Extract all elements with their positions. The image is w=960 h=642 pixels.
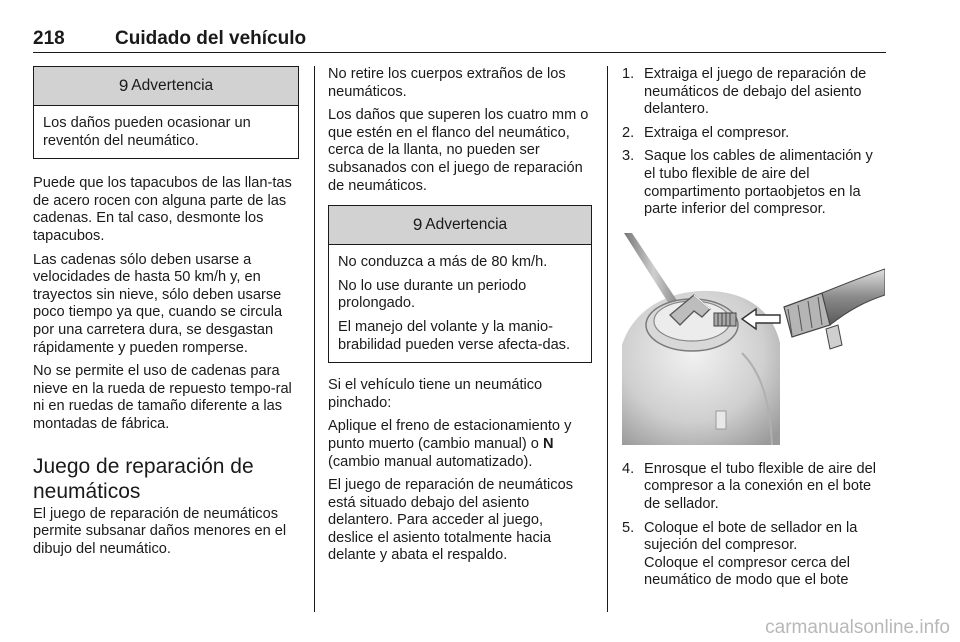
warning-title: Advertencia xyxy=(131,77,214,95)
step-text: Coloque el bote de sellador en la sujeción del compresor. xyxy=(644,519,858,554)
text-run: (cambio manual automatizado). xyxy=(328,453,533,470)
column-divider xyxy=(314,66,315,612)
paragraph: Puede que los tapacubos de las llan-tas de acero rocen con alguna parte de las cadenas. En tal caso, desmonte los tapacubos. xyxy=(33,175,292,244)
warning-header xyxy=(329,206,591,245)
list-item xyxy=(622,66,886,119)
column-1 xyxy=(33,66,299,564)
warning-icon: 9 xyxy=(118,76,129,96)
warning-box xyxy=(328,205,592,363)
paragraph: Si el vehículo tiene un neumático pinchado: xyxy=(328,377,543,411)
list-item xyxy=(622,461,886,514)
steps-list-continued xyxy=(622,461,886,590)
list-item xyxy=(622,520,886,590)
step-text: Enrosque el tubo flexible de aire del compresor a la conexión en el bote de sellador. xyxy=(644,460,877,512)
step-number: 2. xyxy=(622,124,635,141)
text-run: Aplique el freno de estacionamiento y punto muerto (cambio manual) o xyxy=(328,418,572,452)
paragraph: Los daños que superen los cuatro mm o que estén en el flanco del neumático, cerca de la llanta, no pueden ser subsanados con el juego de reparación de neumáticos. xyxy=(328,107,589,194)
section-heading: Juego de reparación de neumáticos xyxy=(33,454,254,503)
column-3 xyxy=(622,66,886,596)
warning-text: Los daños pueden ocasionar un reventón del neumático. xyxy=(43,115,251,149)
warning-title: Advertencia xyxy=(425,216,508,234)
step-text-extra: Coloque el compresor cerca del neumático de modo que el bote xyxy=(644,554,851,589)
warning-box xyxy=(33,66,299,159)
list-item xyxy=(622,148,886,218)
steps-list xyxy=(622,66,886,219)
column-divider xyxy=(607,66,608,612)
paragraph: No retire los cuerpos extraños de los neumáticos. xyxy=(328,66,566,100)
warning-header xyxy=(34,67,298,106)
page-header xyxy=(33,26,886,53)
column-2 xyxy=(328,66,592,571)
step-number: 3. xyxy=(622,148,635,165)
paragraph: No se permite el uso de cadenas para nieve en la rueda de repuesto tempo-ral ni en ruedas de tamaño diferente a las montadas de fábrica. xyxy=(33,363,292,432)
page-number: 218 xyxy=(33,28,65,49)
paragraph: Las cadenas sólo deben usarse a velocidades de hasta 50 km/h y, en trayectos sin nieve, sólo deben usarse poco tiempo ya que, cuando se circula por una carretera dura, se desgastan rápidamente y pueden romperse. xyxy=(33,251,283,356)
paragraph: El juego de reparación de neumáticos permite subsanar daños menores en el dibujo del neumático. xyxy=(33,505,287,557)
step-text: Extraiga el compresor. xyxy=(644,124,790,141)
watermark: carmanualsonline.info xyxy=(765,617,950,638)
paragraph xyxy=(328,418,592,471)
step-text: Extraiga el juego de reparación de neumáticos de debajo del asiento delantero. xyxy=(644,66,867,118)
warning-line: El manejo del volante y la manio-brabilidad pueden verse afecta-das. xyxy=(338,318,571,353)
step-number: 1. xyxy=(622,66,635,82)
list-item xyxy=(622,125,886,143)
compressor-hose-illustration xyxy=(622,233,885,445)
warning-line: No conduzca a más de 80 km/h. xyxy=(338,254,548,271)
page-title: Cuidado del vehículo xyxy=(115,28,307,49)
warning-line: No lo use durante un periodo prolongado. xyxy=(338,277,527,312)
step-text: Saque los cables de alimentación y el tubo flexible de aire del compartimento portaobjetos en la parte inferior del compresor. xyxy=(644,148,873,218)
step-number: 5. xyxy=(622,519,635,536)
gear-letter: N xyxy=(542,435,554,452)
step-number: 4. xyxy=(622,460,635,477)
paragraph: El juego de reparación de neumáticos está situado debajo del asiento delantero. Para acceder al juego, deslice el asiento totalmente hacia delante y abata el respaldo. xyxy=(328,477,574,564)
warning-icon: 9 xyxy=(412,215,423,235)
